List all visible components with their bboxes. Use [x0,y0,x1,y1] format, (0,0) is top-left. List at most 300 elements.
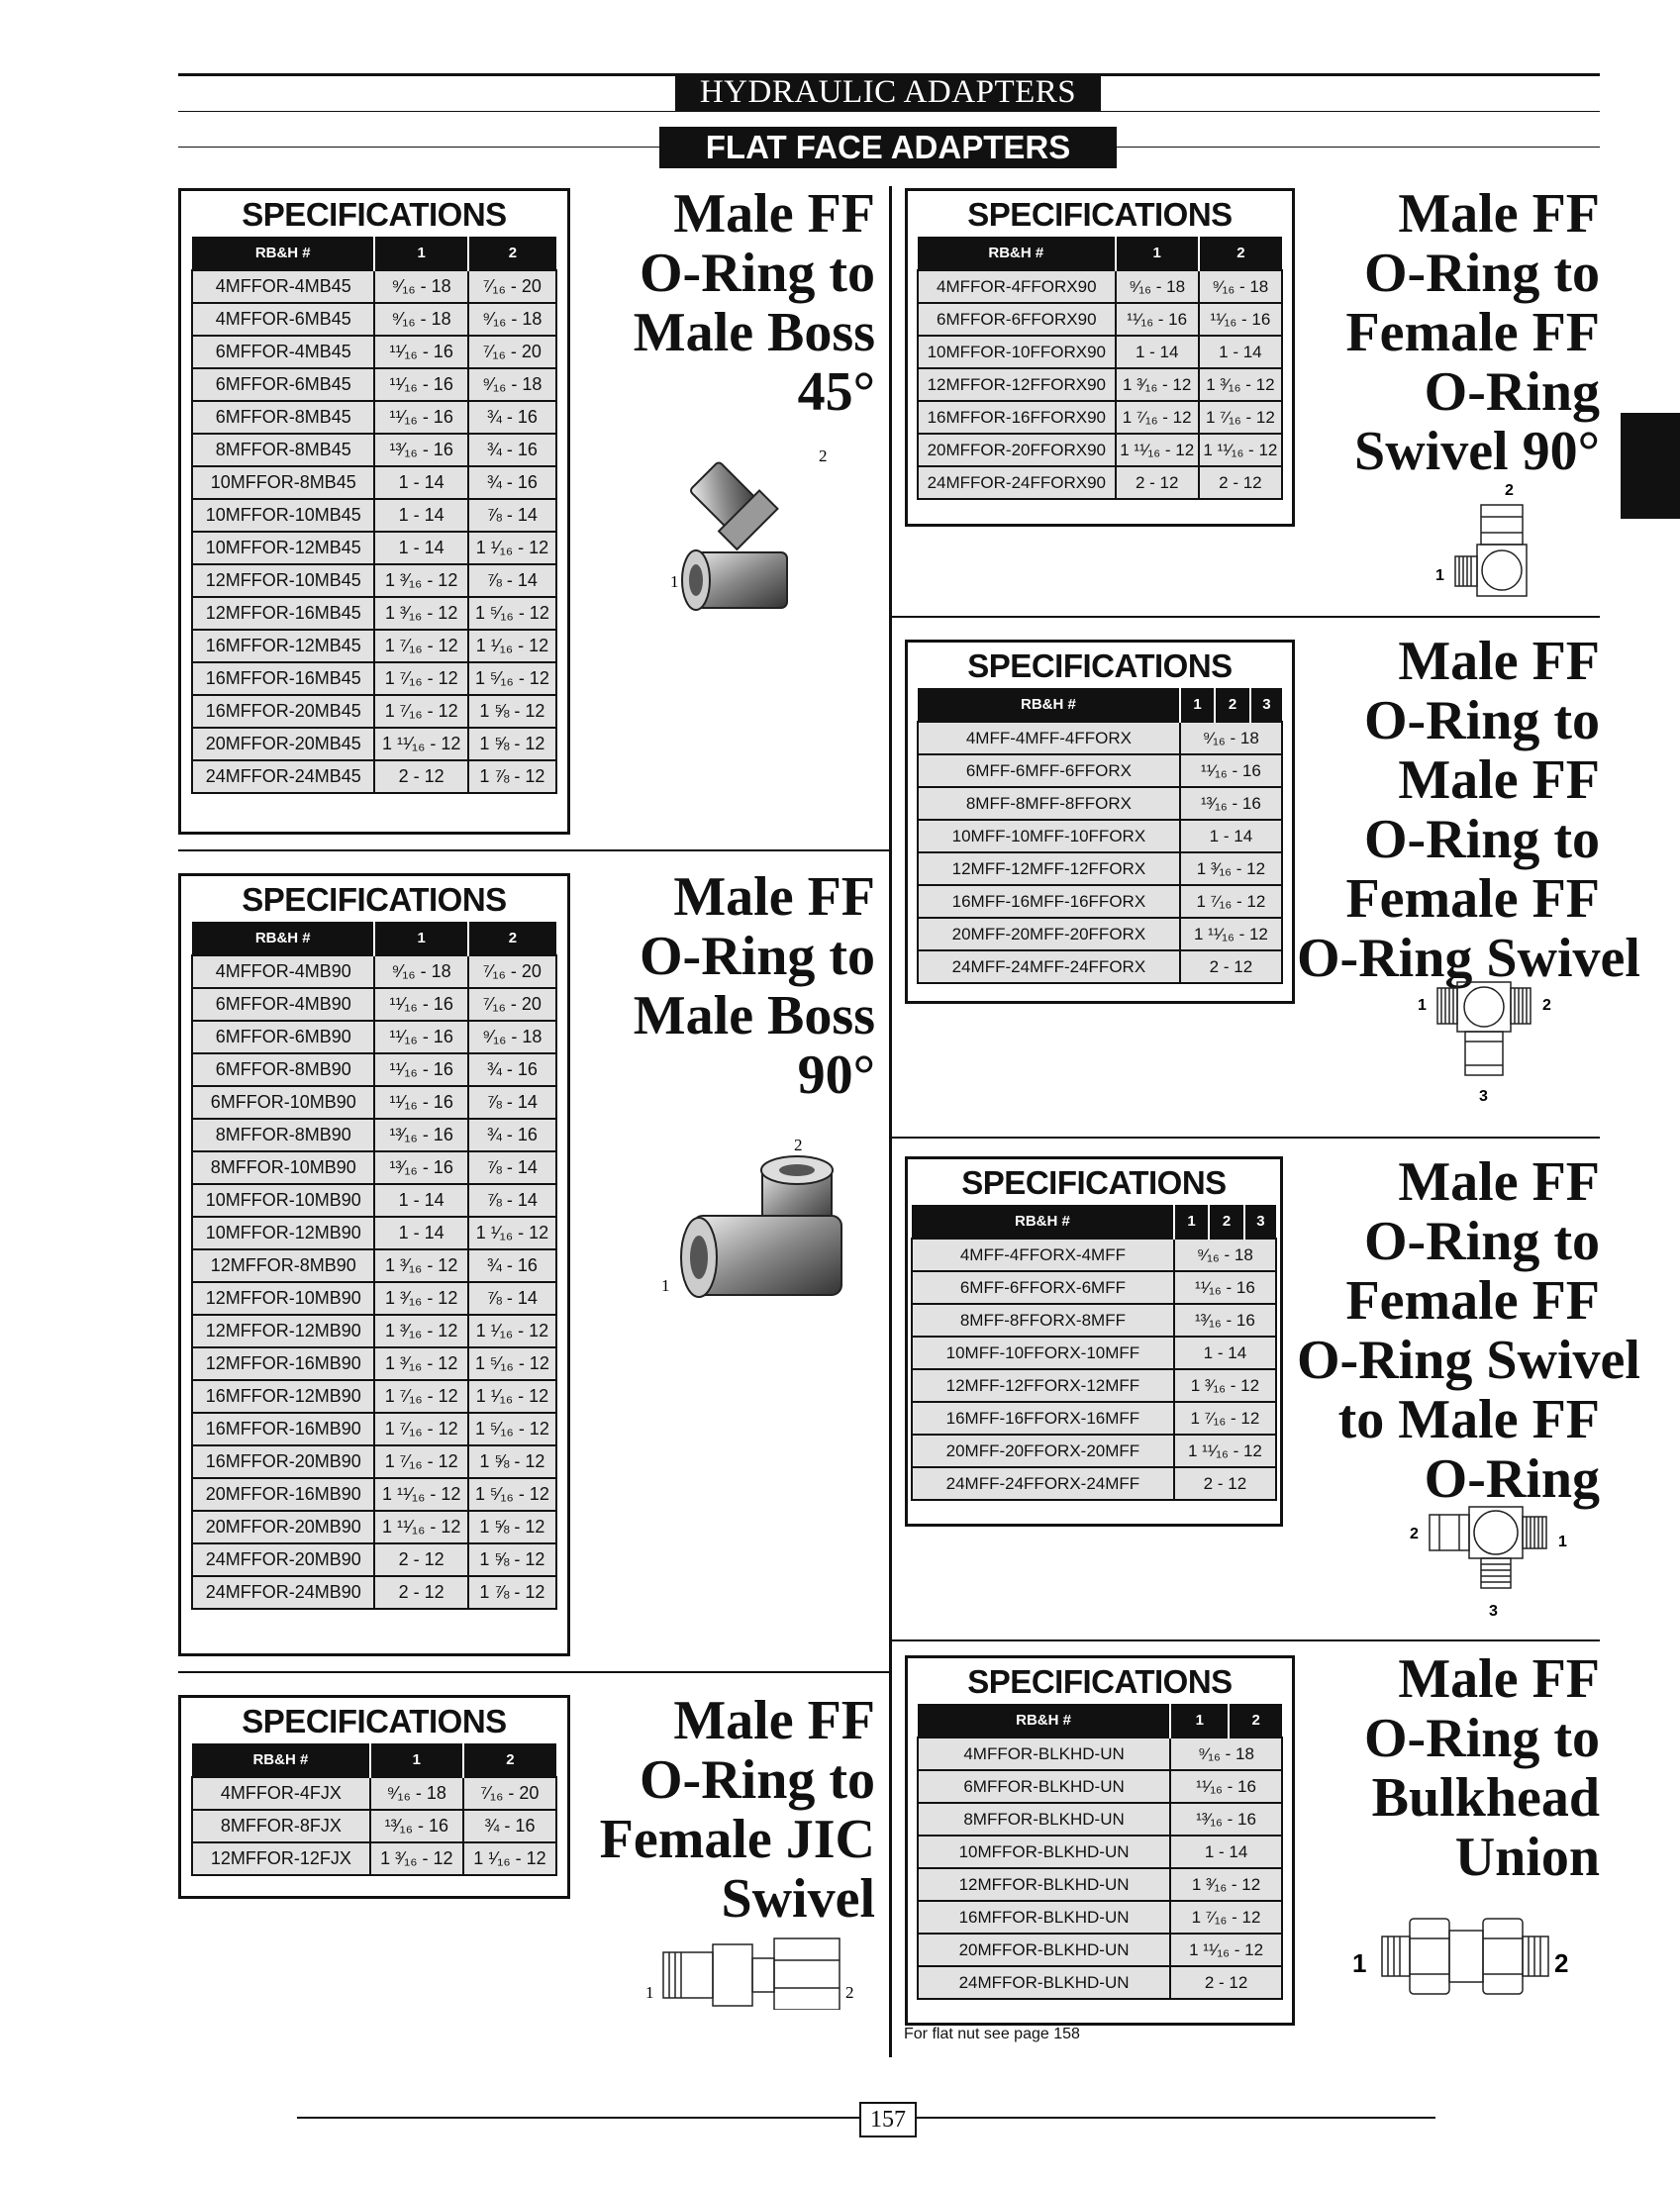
thread-size-cell: 1 ³⁄₁₆ - 12 [1170,1868,1282,1901]
table-row [192,988,556,1021]
part-number-cell: 24MFF-24FFORX-24MFF [912,1467,1174,1500]
part-number-cell: 10MFFOR-12MB45 [192,532,374,564]
table-row [192,1511,556,1543]
table-row [912,1304,1276,1337]
port-label-1: 1 [670,572,679,591]
table-row [192,1086,556,1119]
thread-size-cell: 1 ⁷⁄₁₆ - 12 [1116,401,1199,434]
column-header: 2 [1229,1704,1282,1738]
thread-size-cell: 2 - 12 [1170,1966,1282,1999]
table-header-row [912,1205,1276,1239]
thread-size-cell: 1 - 14 [374,1217,467,1249]
part-number-cell: 8MFFOR-10MB90 [192,1151,374,1184]
thread-size-cell: 2 - 12 [374,1576,467,1609]
spec-grid [191,922,557,1610]
thread-size-cell: 1 ⁵⁄₁₆ - 12 [468,1413,556,1445]
table-row [192,1249,556,1282]
thread-size-cell: 1 ⅝ - 12 [468,728,556,760]
thread-size-cell: 1 ³⁄₁₆ - 12 [374,1282,467,1315]
thread-size-cell: 1 ¹⁄₁₆ - 12 [468,630,556,662]
thread-size-cell: 1 - 14 [374,499,467,532]
thread-size-cell: ¹¹⁄₁₆ - 16 [374,1021,467,1053]
tee-branch-diagram [1396,1497,1574,1620]
table-header-row [918,1704,1282,1738]
column-header: RB&H # [912,1205,1174,1239]
thread-size-cell: ⁹⁄₁₆ - 18 [1170,1738,1282,1770]
part-number-cell: 16MFFOR-12MB45 [192,630,374,662]
thread-size-cell: ⅞ - 14 [468,499,556,532]
footer-note: For flat nut see page 158 [904,2026,1080,2042]
thread-size-cell: 1 ⁷⁄₁₆ - 12 [1174,1402,1276,1435]
table-row [192,336,556,368]
thread-size-cell: ¾ - 16 [468,434,556,466]
thread-size-cell: ¹¹⁄₁₆ - 16 [374,1053,467,1086]
thread-size-cell: 1 ⁷⁄₁₆ - 12 [1180,885,1282,918]
part-number-cell: 8MFF-8MFF-8FFORX [918,787,1180,820]
thread-size-cell: ¹³⁄₁₆ - 16 [370,1810,463,1842]
table-row [192,1445,556,1478]
table-row [192,1119,556,1151]
table-row [918,1868,1282,1901]
port-label-1: 1 [1418,997,1427,1014]
product-title-mb90: Male FF O-Ring to Male Boss 90° [633,866,875,1106]
thread-size-cell: 1 ¹¹⁄₁₆ - 12 [1170,1934,1282,1966]
column-header: 2 [468,237,556,270]
part-number-cell: 4MFFOR-6MB45 [192,303,374,336]
table-row [918,1803,1282,1836]
table-row [918,401,1282,434]
thread-size-cell: ⅞ - 14 [468,1086,556,1119]
part-number-cell: 12MFFOR-16MB45 [192,597,374,630]
part-number-cell: 12MFFOR-10MB90 [192,1282,374,1315]
thread-size-cell: ⁹⁄₁₆ - 18 [468,1021,556,1053]
table-row [192,1347,556,1380]
thread-size-cell: 1 ⅞ - 12 [468,760,556,793]
spec-title: SPECIFICATIONS [242,196,507,233]
column-header: 1 [1116,237,1199,270]
port-label-2: 2 [845,1983,854,2002]
rule-right-3 [891,1639,1600,1641]
part-number-cell: 16MFFOR-16MB45 [192,662,374,695]
footer-note-page-link[interactable]: 158 [1053,2026,1080,2042]
part-number-cell: 4MFFOR-4FJX [192,1777,370,1810]
thread-size-cell: ¹¹⁄₁₆ - 16 [1174,1271,1276,1304]
thread-size-cell: ¹³⁄₁₆ - 16 [374,1119,467,1151]
port-label-3: 3 [1489,1603,1498,1620]
column-header: RB&H # [192,237,374,270]
port-label-2: 2 [1542,997,1551,1014]
spec-title: SPECIFICATIONS [967,1663,1233,1700]
table-row [192,728,556,760]
port-label-2: 2 [1505,482,1514,499]
table-row [192,1576,556,1609]
thread-size-cell: 1 ⁷⁄₁₆ - 12 [374,695,467,728]
part-number-cell: 12MFFOR-10MB45 [192,564,374,597]
table-row [192,1413,556,1445]
column-header: 3 [1244,1205,1276,1239]
table-row [192,630,556,662]
part-number-cell: 4MFF-4MFF-4FFORX [918,722,1180,754]
table-row [918,368,1282,401]
column-header: 2 [1209,1205,1243,1239]
thread-size-cell: ⅞ - 14 [468,564,556,597]
table-header-row [918,688,1282,722]
spec-grid [191,237,557,794]
part-number-cell: 24MFFOR-24FFORX90 [918,466,1116,499]
spec-table-mb90 [178,873,570,1656]
table-row [192,434,556,466]
category-heading: HYDRAULIC ADAPTERS [675,73,1101,111]
table-header-row [918,237,1282,270]
part-number-cell: 20MFF-20MFF-20FFORX [918,918,1180,950]
thread-size-cell: ¹¹⁄₁₆ - 16 [374,336,467,368]
table-row [912,1435,1276,1467]
table-row [192,1315,556,1347]
thread-size-cell: 1 ³⁄₁₆ - 12 [1116,368,1199,401]
thread-size-cell: 1 ⁷⁄₁₆ - 12 [374,1380,467,1413]
part-number-cell: 6MFFOR-4MB90 [192,988,374,1021]
part-number-cell: 4MFFOR-4MB45 [192,270,374,303]
spec-title: SPECIFICATIONS [967,647,1233,684]
table-row [918,1901,1282,1934]
thread-size-cell: 1 ³⁄₁₆ - 12 [1180,852,1282,885]
table-row [192,303,556,336]
part-number-cell: 8MFFOR-8MB90 [192,1119,374,1151]
product-title-fjx: Male FF O-Ring to Female JIC Swivel [599,1690,875,1930]
part-number-cell: 16MFFOR-20MB90 [192,1445,374,1478]
table-row [192,1021,556,1053]
part-number-cell: 24MFF-24MFF-24FFORX [918,950,1180,983]
part-number-cell: 12MFFOR-8MB90 [192,1249,374,1282]
table-row [192,955,556,988]
table-header-row [192,237,556,270]
thread-size-cell: ⁹⁄₁₆ - 18 [1180,722,1282,754]
column-header: 1 [374,922,467,955]
thread-size-cell: 1 ⁷⁄₁₆ - 12 [374,630,467,662]
spec-title: SPECIFICATIONS [967,196,1233,233]
table-row [918,722,1282,754]
column-header: RB&H # [918,688,1180,722]
table-row [912,1369,1276,1402]
part-number-cell: 10MFFOR-8MB45 [192,466,374,499]
thread-size-cell: 1 - 14 [374,466,467,499]
spec-grid [191,1743,557,1876]
rule-left-2 [178,1671,889,1673]
part-number-cell: 20MFFOR-BLKHD-UN [918,1934,1170,1966]
thread-size-cell: 1 ¹⁄₁₆ - 12 [468,1217,556,1249]
spec-grid [911,1205,1277,1501]
spec-grid [917,237,1283,500]
table-row [192,695,556,728]
table-row [192,564,556,597]
part-number-cell: 16MFFOR-16MB90 [192,1413,374,1445]
thread-size-cell: ⁷⁄₁₆ - 20 [463,1777,556,1810]
thread-size-cell: ⁷⁄₁₆ - 20 [468,336,556,368]
thread-size-cell: ¹³⁄₁₆ - 16 [1170,1803,1282,1836]
table-row [918,1934,1282,1966]
table-row [918,270,1282,303]
thread-size-cell: 2 - 12 [1199,466,1282,499]
thread-size-cell: 1 ¹¹⁄₁₆ - 12 [1116,434,1199,466]
column-header: RB&H # [192,1743,370,1777]
thread-size-cell: 1 ⁵⁄₁₆ - 12 [468,1347,556,1380]
part-number-cell: 4MFFOR-4MB90 [192,955,374,988]
table-row [912,1271,1276,1304]
table-row [192,597,556,630]
thread-size-cell: ⁹⁄₁₆ - 18 [468,303,556,336]
table-row [918,820,1282,852]
thread-size-cell: ⅞ - 14 [468,1282,556,1315]
column-header: 2 [463,1743,556,1777]
thread-size-cell: 1 ³⁄₁₆ - 12 [1199,368,1282,401]
column-header: RB&H # [192,922,374,955]
table-row [192,1217,556,1249]
thread-size-cell: 1 ⁵⁄₁₆ - 12 [468,1478,556,1511]
part-number-cell: 10MFFOR-10MB45 [192,499,374,532]
thread-size-cell: 1 ⁷⁄₁₆ - 12 [1199,401,1282,434]
table-row [918,885,1282,918]
thread-size-cell: 2 - 12 [1174,1467,1276,1500]
table-row [918,852,1282,885]
part-number-cell: 20MFFOR-16MB90 [192,1478,374,1511]
thread-size-cell: ⁹⁄₁₆ - 18 [1174,1239,1276,1271]
table-row [918,434,1282,466]
spec-grid [917,1704,1283,2000]
product-title-ffor90: Male FF O-Ring to Female FF O-Ring Swivel 90° [1345,183,1600,482]
port-label-1: 1 [1558,1534,1567,1550]
thread-size-cell: ¹¹⁄₁₆ - 16 [1199,303,1282,336]
part-number-cell: 16MFF-16FFORX-16MFF [912,1402,1174,1435]
part-number-cell: 16MFF-16MFF-16FFORX [918,885,1180,918]
thread-size-cell: 1 ⁷⁄₁₆ - 12 [374,662,467,695]
rule-right-2 [891,1137,1600,1139]
thread-size-cell: 1 ¹¹⁄₁₆ - 12 [374,1511,467,1543]
table-row [192,499,556,532]
thread-size-cell: ¹³⁄₁₆ - 16 [1180,787,1282,820]
thread-size-cell: 1 ¹⁄₁₆ - 12 [468,1315,556,1347]
thread-size-cell: 1 ³⁄₁₆ - 12 [374,564,467,597]
table-row [192,368,556,401]
table-row [918,950,1282,983]
product-title-mff-ffor: Male FF O-Ring to Male FF O-Ring to Female FF O-Ring Swivel [1297,631,1640,989]
column-header: 1 [1170,1704,1229,1738]
spec-table-fjx [178,1695,570,1899]
thread-size-cell: ¾ - 16 [468,1249,556,1282]
table-row [192,1053,556,1086]
part-number-cell: 12MFFOR-12MB90 [192,1315,374,1347]
thread-size-cell: 1 - 14 [1199,336,1282,368]
table-row [192,1543,556,1576]
part-number-cell: 16MFFOR-12MB90 [192,1380,374,1413]
table-row [918,336,1282,368]
thread-size-cell: 2 - 12 [374,760,467,793]
thread-size-cell: ¹¹⁄₁₆ - 16 [1180,754,1282,787]
thread-size-cell: ¾ - 16 [468,401,556,434]
table-row [192,1810,556,1842]
part-number-cell: 4MFFOR-4FFORX90 [918,270,1116,303]
thread-size-cell: ⁹⁄₁₆ - 18 [374,955,467,988]
thread-size-cell: ⁹⁄₁₆ - 18 [1116,270,1199,303]
thread-size-cell: 1 - 14 [1170,1836,1282,1868]
thread-size-cell: ¹¹⁄₁₆ - 16 [374,368,467,401]
part-number-cell: 12MFFOR-16MB90 [192,1347,374,1380]
thread-size-cell: ⁹⁄₁₆ - 18 [370,1777,463,1810]
spec-table-mb45 [178,188,570,835]
thread-size-cell: ¾ - 16 [468,1053,556,1086]
thread-size-cell: ¾ - 16 [468,1119,556,1151]
thread-size-cell: 1 ⅝ - 12 [468,1511,556,1543]
part-number-cell: 16MFFOR-16FFORX90 [918,401,1116,434]
table-header-row [192,922,556,955]
thread-size-cell: 1 - 14 [374,1184,467,1217]
part-number-cell: 6MFFOR-6MB90 [192,1021,374,1053]
thread-size-cell: ¹¹⁄₁₆ - 16 [1170,1770,1282,1803]
part-number-cell: 16MFFOR-BLKHD-UN [918,1901,1170,1934]
thread-size-cell: 1 ¹¹⁄₁₆ - 12 [1180,918,1282,950]
part-number-cell: 20MFFOR-20FFORX90 [918,434,1116,466]
table-header-row [192,1743,556,1777]
column-header: RB&H # [918,237,1116,270]
swivel-90-diagram [1426,479,1554,608]
thread-size-cell: 1 ³⁄₁₆ - 12 [1174,1369,1276,1402]
table-row [918,1738,1282,1770]
spec-table-mff-ffor [905,640,1295,1004]
thread-size-cell: ⁷⁄₁₆ - 20 [468,988,556,1021]
thread-size-cell: ¹³⁄₁₆ - 16 [374,434,467,466]
bulkhead-union-diagram [1346,1901,1584,2010]
part-number-cell: 10MFFOR-10FFORX90 [918,336,1116,368]
port-label-2: 2 [794,1137,803,1154]
thread-size-cell: ¹¹⁄₁₆ - 16 [374,401,467,434]
table-row [918,754,1282,787]
part-number-cell: 6MFFOR-10MB90 [192,1086,374,1119]
part-number-cell: 8MFF-8FFORX-8MFF [912,1304,1174,1337]
product-title-ffforx-mff: Male FF O-Ring to Female FF O-Ring Swivel to Male FF O-Ring [1297,1151,1640,1510]
thread-size-cell: ⁷⁄₁₆ - 20 [468,955,556,988]
thread-size-cell: ¾ - 16 [463,1810,556,1842]
part-number-cell: 12MFF-12MFF-12FFORX [918,852,1180,885]
table-row [192,270,556,303]
part-number-cell: 6MFFOR-BLKHD-UN [918,1770,1170,1803]
thread-size-cell: 1 ¹¹⁄₁₆ - 12 [374,728,467,760]
part-number-cell: 8MFFOR-8MB45 [192,434,374,466]
port-label-1: 1 [1435,567,1444,584]
thread-size-cell: 1 - 14 [1116,336,1199,368]
column-header: 3 [1250,688,1282,722]
thread-size-cell: ⁷⁄₁₆ - 20 [468,270,556,303]
table-row [918,303,1282,336]
part-number-cell: 6MFFOR-8MB45 [192,401,374,434]
part-number-cell: 20MFFOR-20MB90 [192,1511,374,1543]
thread-size-cell: 1 ⅝ - 12 [468,1543,556,1576]
thread-size-cell: 1 ⅞ - 12 [468,1576,556,1609]
thread-size-cell: 1 ¹⁄₁₆ - 12 [468,532,556,564]
part-number-cell: 16MFFOR-20MB45 [192,695,374,728]
part-number-cell: 10MFF-10MFF-10FFORX [918,820,1180,852]
page-number: 157 [859,2102,917,2137]
part-number-cell: 4MFF-4FFORX-4MFF [912,1239,1174,1271]
table-row [192,1478,556,1511]
thread-size-cell: 1 ¹⁄₁₆ - 12 [468,1380,556,1413]
column-divider [889,186,892,2057]
table-row [192,1777,556,1810]
spec-title: SPECIFICATIONS [961,1164,1227,1201]
rule-left-1 [178,849,889,851]
thread-size-cell: ⁹⁄₁₆ - 18 [374,270,467,303]
thread-size-cell: ⁹⁄₁₆ - 18 [374,303,467,336]
section-tab-marker [1621,413,1680,519]
thread-size-cell: ¹¹⁄₁₆ - 16 [1116,303,1199,336]
column-header: 1 [1180,688,1215,722]
port-label-2: 2 [1554,1948,1569,1978]
thread-size-cell: 1 ¹¹⁄₁₆ - 12 [1174,1435,1276,1467]
port-label-2: 2 [819,447,828,465]
port-label-3: 3 [1479,1088,1488,1105]
tee-swivel-diagram [1406,980,1564,1105]
port-label-1: 1 [645,1983,654,2002]
table-row [918,918,1282,950]
table-row [192,1842,556,1875]
table-row [912,1239,1276,1271]
thread-size-cell: ¹¹⁄₁₆ - 16 [374,1086,467,1119]
thread-size-cell: ¹¹⁄₁₆ - 16 [374,988,467,1021]
part-number-cell: 6MFFOR-8MB90 [192,1053,374,1086]
thread-size-cell: 1 - 14 [374,532,467,564]
thread-size-cell: 1 - 14 [1180,820,1282,852]
column-header: 2 [468,922,556,955]
part-number-cell: 8MFFOR-BLKHD-UN [918,1803,1170,1836]
part-number-cell: 24MFFOR-24MB90 [192,1576,374,1609]
thread-size-cell: 1 ³⁄₁₆ - 12 [374,597,467,630]
table-row [192,1184,556,1217]
column-header: 1 [1174,1205,1209,1239]
table-row [918,466,1282,499]
spec-table-blkhd [905,1655,1295,2026]
product-title-mb45: Male FF O-Ring to Male Boss 45° [633,183,875,423]
part-number-cell: 12MFFOR-12FFORX90 [918,368,1116,401]
table-row [192,532,556,564]
column-header: 1 [374,237,467,270]
thread-size-cell: 1 ³⁄₁₆ - 12 [370,1842,463,1875]
part-number-cell: 24MFFOR-24MB45 [192,760,374,793]
thread-size-cell: 1 ¹⁄₁₆ - 12 [463,1842,556,1875]
part-number-cell: 10MFFOR-12MB90 [192,1217,374,1249]
thread-size-cell: 1 ⅝ - 12 [468,695,556,728]
table-row [192,662,556,695]
table-row [912,1402,1276,1435]
part-number-cell: 10MFF-10FFORX-10MFF [912,1337,1174,1369]
part-number-cell: 6MFF-6MFF-6FFORX [918,754,1180,787]
part-number-cell: 6MFFOR-6MB45 [192,368,374,401]
thread-size-cell: 1 ⁵⁄₁₆ - 12 [468,662,556,695]
part-number-cell: 6MFFOR-4MB45 [192,336,374,368]
part-number-cell: 8MFFOR-8FJX [192,1810,370,1842]
table-row [192,466,556,499]
thread-size-cell: 2 - 12 [1116,466,1199,499]
thread-size-cell: ⁹⁄₁₆ - 18 [468,368,556,401]
part-number-cell: 10MFFOR-10MB90 [192,1184,374,1217]
column-header: RB&H # [918,1704,1170,1738]
thread-size-cell: 1 ¹¹⁄₁₆ - 12 [374,1478,467,1511]
part-number-cell: 12MFFOR-BLKHD-UN [918,1868,1170,1901]
part-number-cell: 20MFF-20FFORX-20MFF [912,1435,1174,1467]
thread-size-cell: 1 ³⁄₁₆ - 12 [374,1347,467,1380]
part-number-cell: 12MFFOR-12FJX [192,1842,370,1875]
part-number-cell: 4MFFOR-BLKHD-UN [918,1738,1170,1770]
thread-size-cell: 1 ⁵⁄₁₆ - 12 [468,597,556,630]
thread-size-cell: ¹³⁄₁₆ - 16 [374,1151,467,1184]
thread-size-cell: 1 ³⁄₁₆ - 12 [374,1249,467,1282]
